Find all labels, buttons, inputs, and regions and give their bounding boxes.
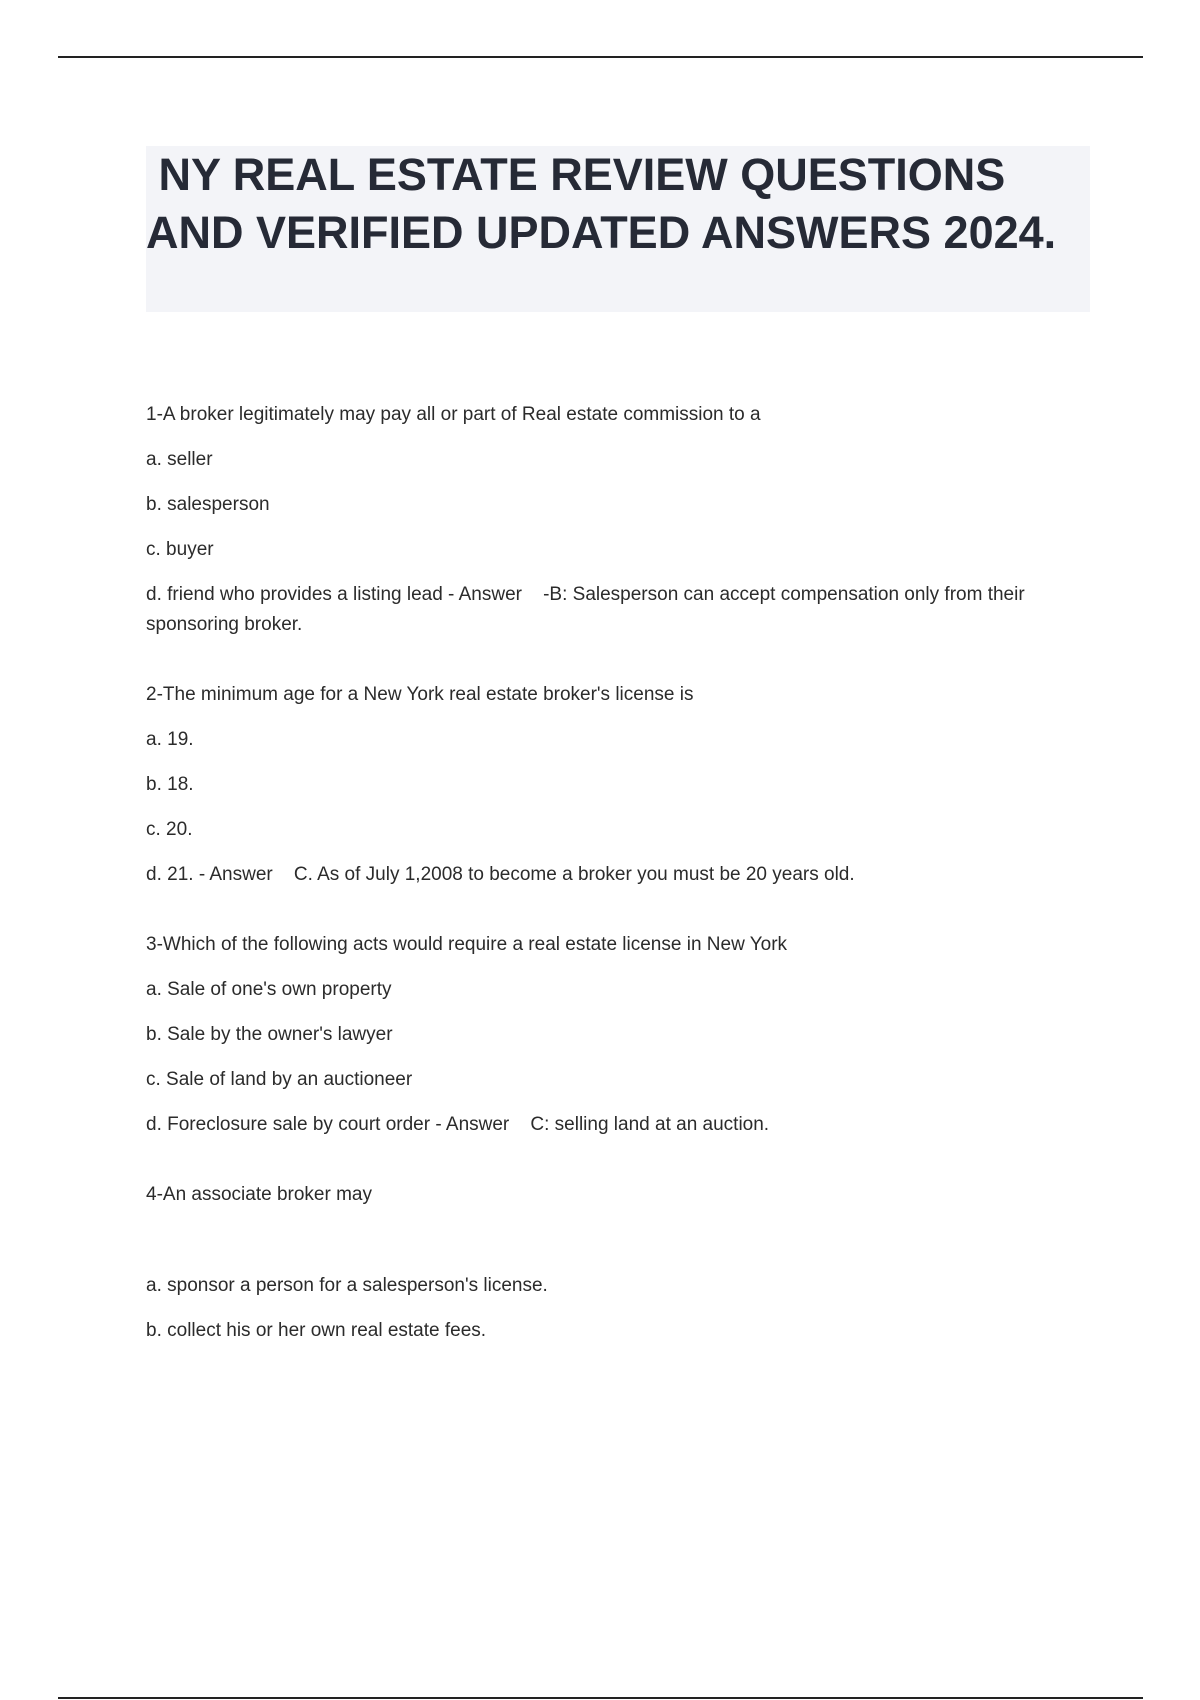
answer-option: a. seller	[146, 449, 213, 470]
title-banner	[146, 146, 1090, 312]
question-block	[146, 1180, 1096, 1346]
question-block	[146, 680, 1096, 890]
answer-option: b. collect his or her own real estate fees.	[146, 1320, 487, 1341]
question-list	[146, 400, 1096, 1386]
answer-option: b. salesperson	[146, 494, 270, 515]
question-block	[146, 930, 1096, 1140]
answer-option: b. Sale by the owner's lawyer	[146, 1024, 393, 1045]
answer-option: c. 20.	[146, 819, 193, 840]
question-text: 1-A broker legitimately may pay all or part of Real estate commission to a	[146, 404, 761, 425]
answer-option: a. sponsor a person for a salesperson's license.	[146, 1275, 548, 1296]
answer-option-with-answer: d. Foreclosure sale by court order - Answer C: selling land at an auction.	[146, 1114, 770, 1135]
answer-option: c. Sale of land by an auctioneer	[146, 1069, 413, 1090]
question-text: 2-The minimum age for a New York real estate broker's license is	[146, 684, 694, 705]
answer-option: b. 18.	[146, 774, 194, 795]
answer-option: c. buyer	[146, 539, 214, 560]
answer-option-with-answer: d. friend who provides a listing lead - Answer -B: Salesperson can accept compensation only from their sponsoring broker.	[146, 584, 1030, 635]
document-title: NY REAL ESTATE REVIEW QUESTIONS AND VERIFIED UPDATED ANSWERS 2024.	[146, 149, 1057, 258]
answer-option: a. 19.	[146, 729, 194, 750]
question-text: 4-An associate broker may	[146, 1184, 372, 1205]
bottom-divider	[58, 1697, 1143, 1699]
question-text: 3-Which of the following acts would require a real estate license in New York	[146, 934, 788, 955]
answer-option-with-answer: d. 21. - Answer C. As of July 1,2008 to become a broker you must be 20 years old.	[146, 864, 855, 885]
question-block	[146, 400, 1096, 640]
answer-option: a. Sale of one's own property	[146, 979, 392, 1000]
top-divider	[58, 56, 1143, 58]
